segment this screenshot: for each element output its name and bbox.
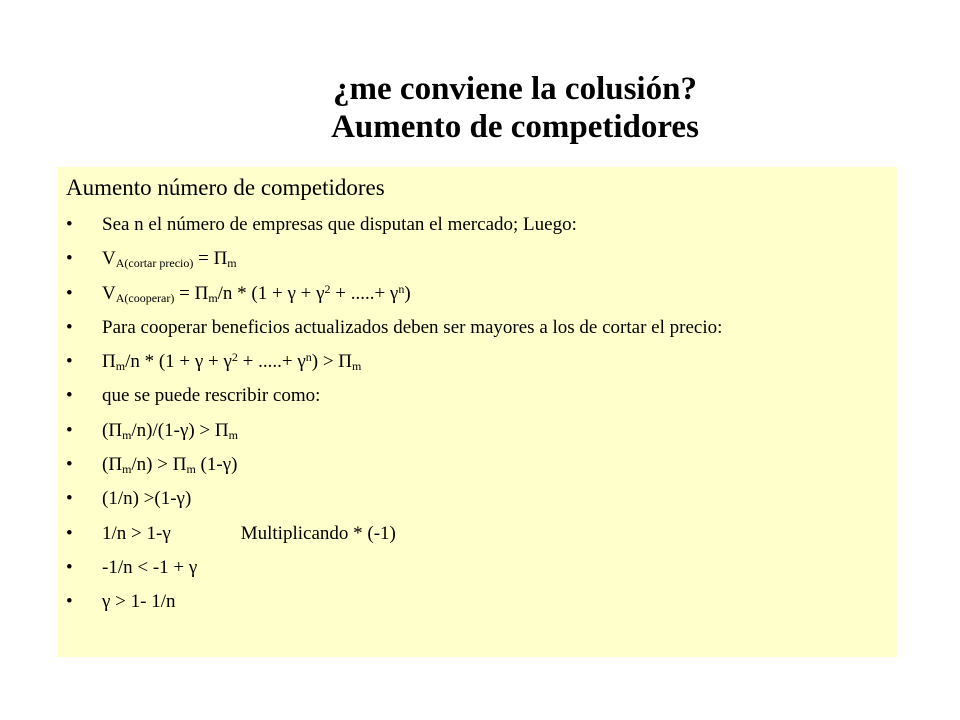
bullet-text: Sea n el número de empresas que disputan el mercado; Luego: (102, 214, 577, 235)
formula-text: 1/n > 1-γ (102, 522, 171, 544)
subscript: m (186, 462, 196, 477)
formula-text: = Π (174, 282, 209, 304)
title-line-1: ¿me conviene la colusión? (333, 71, 697, 107)
formula-text: (Π (102, 454, 123, 476)
list-item (66, 247, 896, 281)
formula-text: V (102, 248, 116, 270)
formula-text: = Π (193, 248, 228, 270)
bullet-icon: • (66, 385, 73, 407)
list-item (66, 384, 896, 418)
list-item (66, 590, 896, 624)
formula-text: (Π (102, 419, 123, 441)
list-item (66, 556, 896, 590)
slide-title (0, 70, 960, 146)
bullet-icon: • (66, 419, 73, 441)
bullet-icon: • (66, 488, 73, 510)
bullet-icon: • (66, 248, 73, 270)
superscript: n (305, 350, 312, 365)
list-item (66, 419, 896, 453)
formula-text: /n) > Π (131, 454, 187, 476)
subscript: m (122, 462, 132, 477)
bullet-icon: • (66, 214, 73, 235)
subscript: m (228, 427, 238, 442)
bullet-icon: • (66, 591, 73, 613)
subscript: m (352, 359, 362, 374)
bullet-list (66, 213, 896, 625)
list-item (66, 453, 896, 487)
bullet-text: γ > 1- 1/n (102, 591, 176, 613)
bullet-text: -1/n < -1 + γ (102, 556, 198, 578)
list-item (66, 522, 896, 556)
bullet-icon: • (66, 522, 73, 544)
subscript: m (122, 427, 132, 442)
subscript: A(cooperar) (115, 290, 175, 305)
formula-text: + .....+ γ (330, 282, 399, 304)
title-line-2: Aumento de competidores (331, 109, 699, 145)
bullet-text: Para cooperar beneficios actualizados deben ser mayores a los de cortar el precio: (102, 316, 723, 338)
formula-text: + .....+ γ (237, 351, 306, 373)
subheading: Aumento número de competidores (66, 175, 385, 200)
bullet-text: Multiplicando * (-1) (240, 522, 396, 544)
formula-text: ) > Π (311, 351, 353, 373)
list-item (66, 350, 896, 384)
superscript: n (398, 281, 405, 296)
bullet-text: (1/n) >(1-γ) (102, 488, 192, 510)
list-item (66, 316, 896, 350)
subscript: m (115, 359, 126, 374)
list-item (66, 487, 896, 521)
bullet-icon: • (66, 454, 73, 476)
subscript: m (208, 290, 218, 305)
subscript: m (227, 256, 237, 271)
superscript: 2 (231, 350, 238, 365)
bullet-icon: • (66, 351, 73, 373)
list-item (66, 213, 896, 247)
formula-text: Π (102, 351, 116, 373)
formula-text: (1-γ) (195, 454, 238, 476)
bullet-icon: • (66, 556, 73, 578)
subscript: A(cortar precio) (115, 256, 194, 271)
bullet-icon: • (66, 316, 73, 338)
formula-text: /n * (1 + γ + γ (217, 282, 325, 304)
formula-text: /n * (1 + γ + γ (125, 351, 232, 373)
superscript: 2 (324, 281, 331, 296)
formula-text: /n)/(1-γ) > Π (131, 419, 229, 441)
bullet-text: que se puede rescribir como: (102, 385, 321, 407)
formula-text: ) (404, 282, 411, 304)
bullet-icon: • (66, 282, 73, 304)
formula-text: V (102, 282, 116, 304)
list-item (66, 282, 896, 316)
